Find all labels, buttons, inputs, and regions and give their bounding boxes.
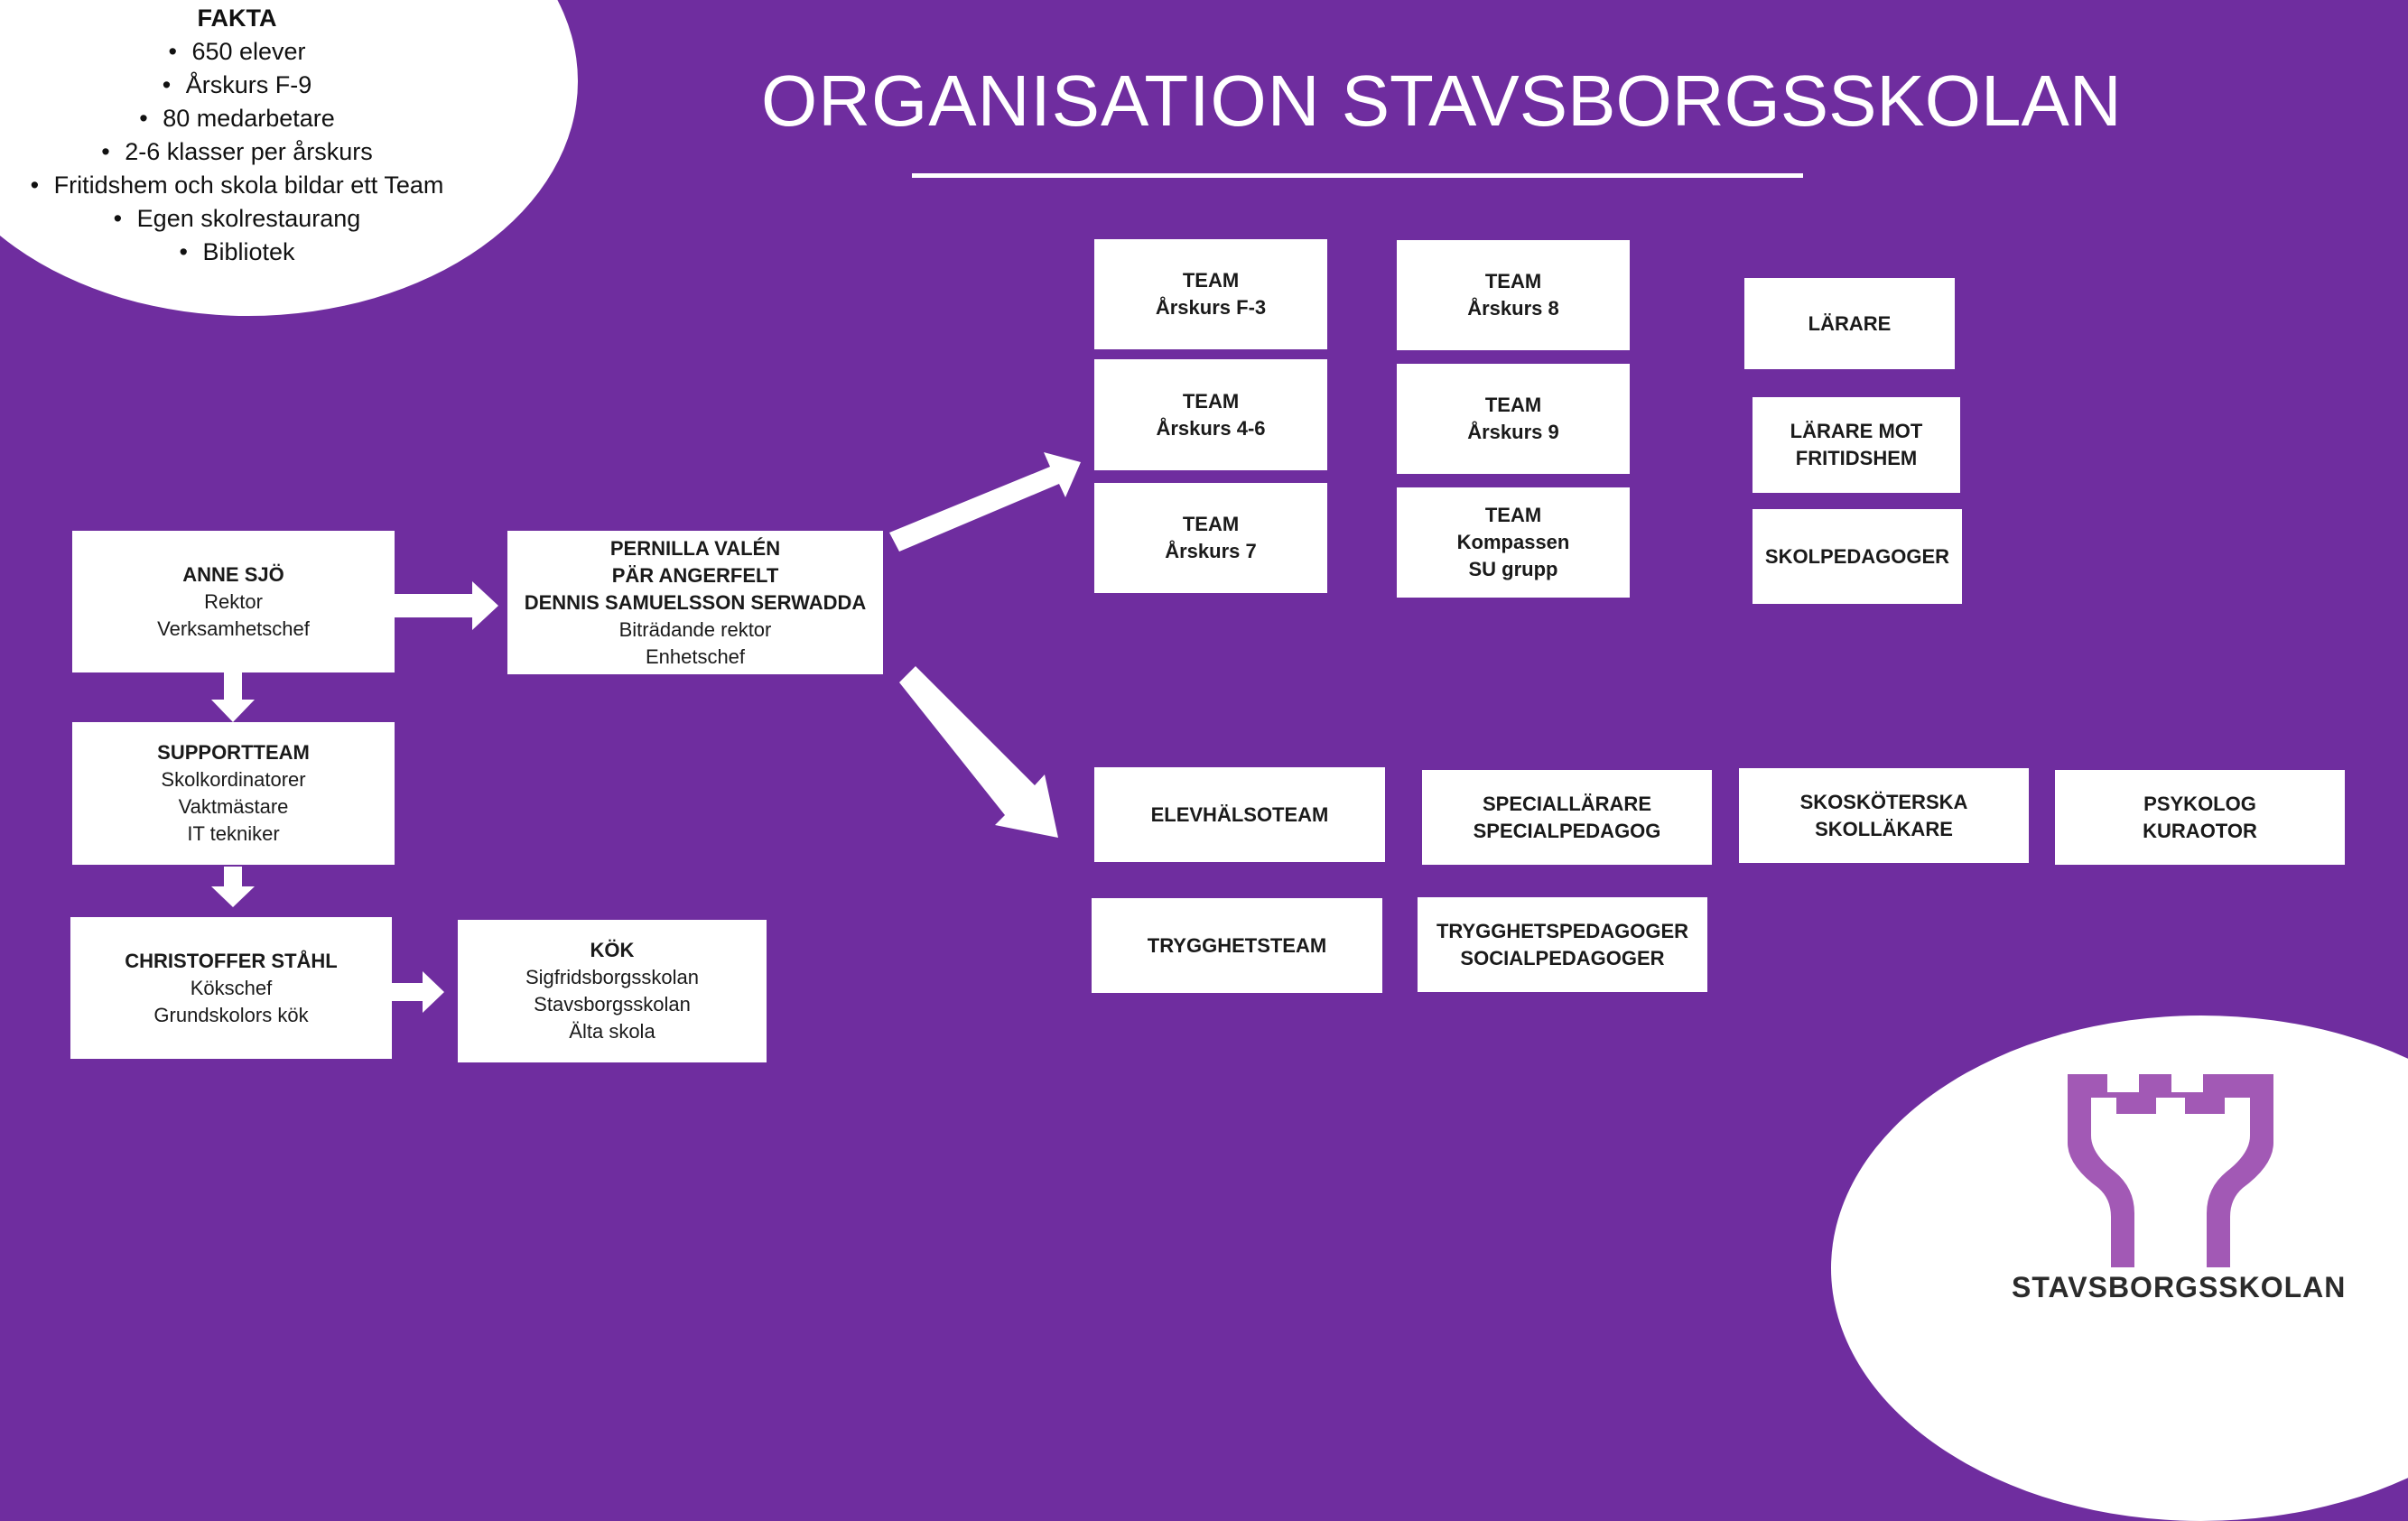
- title-bold: STAVSBORGSSKOLAN: [1341, 60, 2122, 141]
- box-trygghetspedagoger: TRYGGHETSPEDAGOGER SOCIALPEDAGOGER: [1418, 897, 1707, 992]
- box-speciallarare: SPECIALLÄRARE SPECIALPEDAGOG: [1422, 770, 1712, 865]
- arrow-to-elevhalsa: [899, 666, 1058, 838]
- box-trygghetsteam: TRYGGHETSTEAM: [1092, 898, 1382, 993]
- box-team-kompassen: TEAM Kompassen SU grupp: [1397, 487, 1630, 598]
- fact-item: • 80 medarbetare: [139, 105, 335, 132]
- fact-item: • 650 elever: [168, 38, 306, 65]
- box-skoskoterska: SKOSKÖTERSKA SKOLLÄKARE: [1739, 768, 2029, 863]
- title-light: ORGANISATION: [761, 60, 1342, 141]
- box-team-7: TEAM Årskurs 7: [1094, 483, 1327, 593]
- box-supportteam: SUPPORTTEAM Skolkordinatorer Vaktmästare IT tekniker: [72, 722, 395, 865]
- box-larare-fritidshem: LÄRARE MOT FRITIDSHEM: [1753, 397, 1960, 493]
- box-elevhalsoteam: ELEVHÄLSOTEAM: [1094, 767, 1385, 862]
- box-team-46: TEAM Årskurs 4-6: [1094, 359, 1327, 470]
- box-rektor: ANNE SJÖ Rektor Verksamhetschef: [72, 531, 395, 672]
- box-kokchef: CHRISTOFFER STÅHL Kökschef Grundskolors kök: [70, 917, 392, 1059]
- box-team-9: TEAM Årskurs 9: [1397, 364, 1630, 474]
- box-skolpedagoger: SKOLPEDAGOGER: [1753, 509, 1962, 604]
- arrow-kokchef-to-kok: [392, 971, 444, 1013]
- box-larare: LÄRARE: [1744, 278, 1955, 369]
- box-bitradande-rektor: PERNILLA VALÉN PÄR ANGERFELT DENNIS SAMUELSSON SERWADDA Biträdande rektor Enhetschef: [507, 531, 883, 674]
- box-psykolog: PSYKOLOG KURAOTOR: [2055, 770, 2345, 865]
- arrow-rektor-to-bitradande: [395, 581, 498, 630]
- arrow-to-teams: [889, 452, 1081, 552]
- fact-item: • Fritidshem och skola bildar ett Team: [30, 172, 444, 199]
- fact-item: • 2-6 klasser per årskurs: [101, 138, 373, 165]
- box-kok: KÖK Sigfridsborgsskolan Stavsborgsskolan Älta skola: [458, 920, 767, 1062]
- box-team-f3: TEAM Årskurs F-3: [1094, 239, 1327, 349]
- logo-text: STAVSBORGSSKOLAN: [2012, 1271, 2347, 1303]
- fact-item: • Årskurs F-9: [162, 71, 312, 98]
- fact-item: • Bibliotek: [179, 238, 295, 265]
- fact-item: • Egen skolrestaurang: [113, 205, 361, 232]
- box-team-8: TEAM Årskurs 8: [1397, 240, 1630, 350]
- castle-tower-logo-icon: [2064, 1071, 2277, 1271]
- arrow-rektor-to-support: [211, 672, 255, 722]
- arrow-support-to-kokchef: [211, 867, 255, 907]
- facts-title: FAKTA: [197, 5, 277, 32]
